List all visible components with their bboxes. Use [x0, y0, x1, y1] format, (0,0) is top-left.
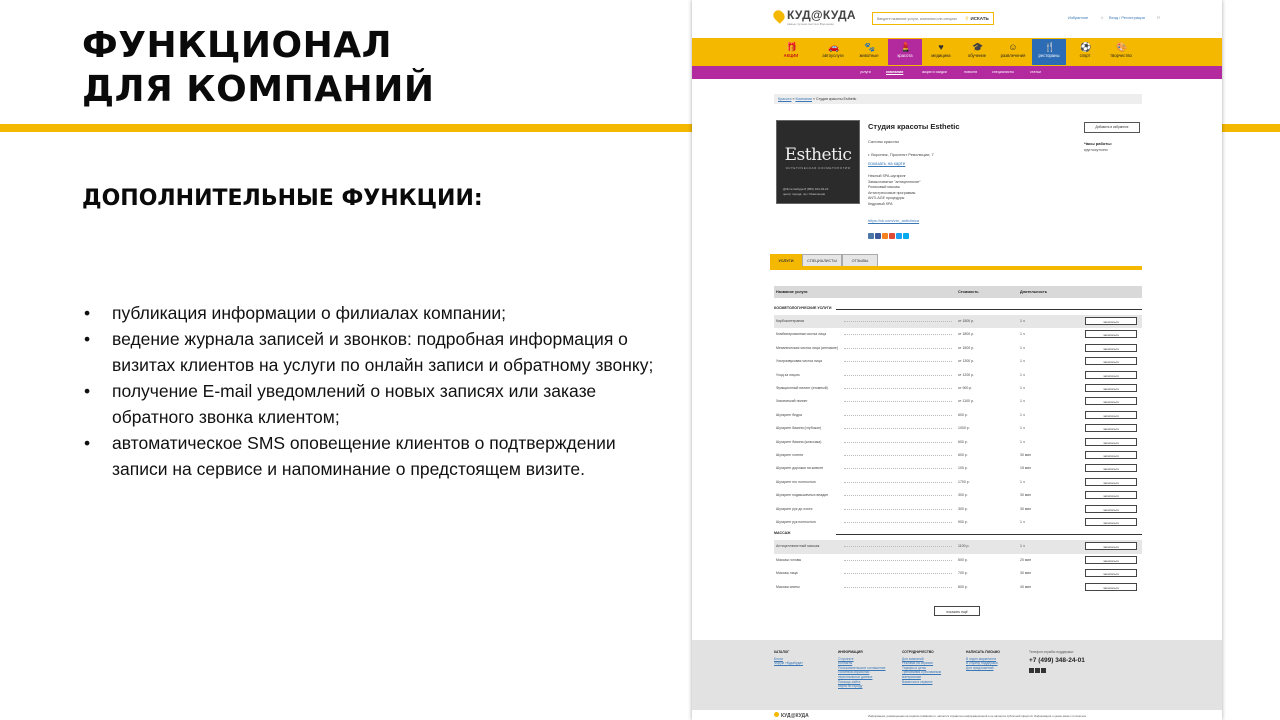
book-button[interactable]: записаться [1085, 424, 1137, 432]
logo-tagline: самые лучшие места в Воронеже [787, 22, 834, 26]
book-button[interactable]: записаться [1085, 569, 1137, 577]
category-nav-item[interactable] [996, 39, 1030, 65]
company-feature: Замысловатые "антицеллюлит" [868, 179, 921, 184]
company-feature: ANTI-AGE процедуры [868, 196, 905, 201]
show-on-map-link[interactable]: показать на карте [868, 161, 906, 166]
service-duration: 30 мин [1020, 453, 1032, 457]
table-row [774, 581, 1142, 594]
hours-label: Часы работы: [1084, 141, 1112, 146]
table-row [774, 567, 1142, 580]
feature-item: • автоматическое SMS оповещение клиентов о подтверждении записи на сервисе и напоминание о предстоящем визите. [82, 430, 672, 482]
category-nav-label: медицина [931, 53, 951, 58]
company-logo-image [776, 120, 860, 204]
site-bottom-bar [692, 710, 1222, 720]
star-icon: ☆ [1100, 15, 1104, 20]
footer-link[interactable]: Карта по городу [838, 684, 863, 689]
service-price: от 1100 р. [958, 399, 974, 404]
service-name: Шугаринг бедра [776, 412, 802, 417]
book-button[interactable]: записаться [1085, 583, 1137, 591]
service-price: 1000 р. [958, 426, 970, 431]
book-button[interactable]: записаться [1085, 330, 1137, 338]
category-nav-item[interactable] [1068, 39, 1102, 65]
support-phone-label: Телефон службы поддержки: [1029, 650, 1074, 654]
category-nav [692, 38, 1222, 66]
footer-link[interactable]: материалам [902, 674, 921, 679]
company-features [868, 174, 921, 208]
service-name: Шугаринг бикини (классика) [776, 439, 822, 444]
footer-link[interactable]: Блоги [774, 656, 783, 661]
leader-dots [844, 401, 952, 402]
service-name: Шугаринг рук полностью [776, 520, 816, 524]
card-brand: Esthetic [784, 145, 852, 165]
vk-share-icon[interactable] [868, 233, 874, 239]
login-label: Вход / Регистрация [1109, 15, 1145, 20]
service-price: 300 р. [958, 493, 968, 498]
company-feature: Антистрессовые программы [868, 190, 916, 195]
leader-dots [844, 482, 952, 483]
service-name: Шугаринг рук до локтя [776, 506, 813, 511]
category-nav-label: творчество [1110, 53, 1132, 58]
map-pin-icon [771, 8, 787, 24]
service-price: от 1300 р. [958, 359, 975, 364]
book-button[interactable]: записаться [1085, 491, 1137, 499]
leader-dots [844, 428, 952, 429]
footer-link[interactable]: персональных данных [838, 674, 873, 679]
search-icon: ⚲ [965, 16, 969, 21]
breadcrumb-section[interactable]: Компании [795, 97, 812, 101]
service-name: Ультразвуковая чистка лица [776, 359, 822, 364]
vk-icon[interactable] [1029, 668, 1034, 673]
leader-dots [844, 468, 952, 469]
mail-share-icon[interactable] [903, 233, 909, 239]
book-button[interactable]: записаться [1085, 317, 1137, 325]
service-price: от 1500 р. [958, 345, 975, 350]
category-nav-label: АКЦИИ [783, 53, 799, 58]
breadcrumb-current: Студия красоты Esthetic [815, 97, 857, 101]
beauty-icon: 💄 [900, 42, 912, 52]
table-row [774, 342, 1142, 355]
table-row [774, 516, 1142, 529]
category-nav-label: обучение [967, 53, 987, 58]
category-nav-item[interactable] [774, 39, 808, 65]
service-duration: 30 мин [1020, 493, 1032, 498]
footer-column [966, 650, 1000, 670]
book-button[interactable]: записаться [1085, 451, 1137, 459]
leader-dots [844, 348, 952, 349]
tabs-underline [770, 266, 1142, 270]
login-link[interactable] [1109, 15, 1151, 20]
leader-dots [844, 587, 952, 588]
logo-text: КУД@КУДА [787, 8, 856, 22]
tab-reviews[interactable]: ОТЗЫВЫ [842, 254, 878, 266]
service-duration: 1 ч [1020, 319, 1025, 323]
service-price: от 900 р. [958, 386, 973, 390]
sub-nav-item[interactable]: статьи [1030, 70, 1041, 74]
service-price: 700 р. [958, 571, 968, 576]
service-name: Фракционный пилинг (атомный) [776, 386, 828, 390]
table-row [774, 369, 1142, 382]
leader-dots [844, 509, 952, 510]
service-duration: 1 ч [1020, 332, 1025, 337]
service-duration: 1 ч [1020, 359, 1025, 364]
feature-item: • ведение журнала записей и звонков: подробная информация о визитах клиентов на услуги по онлайн записи и обратному звонку; [82, 326, 672, 378]
table-row [774, 409, 1142, 422]
footer-link[interactable]: Вакансии в сервисе [902, 679, 933, 684]
table-row [774, 462, 1142, 475]
footer-column-title: НАПИСАТЬ ПИСЬМО [966, 650, 1000, 654]
service-duration: 20 мин [1020, 557, 1032, 562]
service-duration: 1 ч [1020, 412, 1025, 417]
book-button[interactable]: записаться [1085, 438, 1137, 446]
sub-nav-item[interactable]: компании [886, 70, 904, 74]
book-button[interactable]: записаться [1085, 542, 1137, 550]
service-duration: 1 ч [1020, 386, 1025, 390]
sub-nav-item[interactable]: новости [964, 70, 978, 74]
footer-link[interactable]: Для предложений [966, 665, 994, 670]
category-nav-item[interactable] [960, 39, 994, 65]
search-input[interactable] [877, 13, 957, 24]
service-name: Шугаринг ног полностью [776, 479, 816, 484]
table-row [774, 476, 1142, 489]
service-name: Химический пилинг [776, 399, 808, 404]
service-duration: 1 ч [1020, 345, 1025, 350]
table-row [774, 382, 1142, 395]
service-duration: 1 ч [1020, 439, 1025, 444]
service-name: Шугаринг голени [776, 453, 804, 457]
category-nav-item[interactable] [924, 39, 958, 65]
service-name: Карбоксетерапия [776, 319, 805, 323]
service-name: Шугаринг дорожки на животе [776, 466, 824, 471]
leader-dots [844, 455, 952, 456]
book-button[interactable]: записаться [1085, 397, 1137, 405]
table-row [774, 422, 1142, 435]
facebook-share-icon[interactable] [875, 233, 881, 239]
leader-dots [844, 334, 952, 335]
graduation-icon: 🎓 [972, 42, 984, 52]
breadcrumb-home[interactable]: Красота [778, 97, 792, 101]
service-name: Уход за лицом [776, 372, 800, 377]
support-phone[interactable]: +7 (499) 348-24-01 [1029, 657, 1085, 664]
slide-title-line-1: ФУНКЦИОНАЛ [82, 25, 393, 66]
footer-column-title: ИНФОРМАЦИЯ [838, 650, 863, 654]
category-nav-item[interactable] [1032, 39, 1066, 65]
facebook-icon[interactable] [1035, 668, 1040, 673]
book-button[interactable]: записаться [1085, 344, 1137, 352]
sub-nav-item[interactable]: акции и скидки [922, 70, 947, 74]
table-row [774, 355, 1142, 368]
book-button[interactable]: записаться [1085, 384, 1137, 392]
ball-icon: ⚽ [1080, 42, 1092, 52]
footer-link[interactable]: Форум «КудаКуда» [774, 661, 804, 666]
book-button[interactable]: записаться [1085, 371, 1137, 379]
table-row [774, 503, 1142, 516]
footer-column [902, 650, 941, 684]
footer-column [774, 650, 803, 666]
leader-dots [844, 321, 952, 322]
service-price: 100 р. [958, 466, 968, 471]
leader-dots [844, 560, 952, 561]
feature-item: • получение E-mail уведомлений о новых записях или заказе обратного звонка клиентом; [82, 378, 672, 430]
table-row [774, 328, 1142, 341]
hours-value: круглосуточно [1084, 148, 1108, 152]
mask-icon: ☺ [1008, 42, 1018, 52]
category-nav-label: автоуслуги [822, 53, 844, 58]
footer-link[interactable]: Тарифы и цены [902, 665, 927, 670]
company-name: Студия красоты Esthetic [868, 122, 960, 131]
table-row [774, 395, 1142, 408]
service-duration: 1 ч [1020, 399, 1025, 404]
company-feature: Нежный SPA-шугаринг [868, 174, 906, 178]
search-button-label: ИСКАТЬ [970, 16, 989, 21]
company-tabs [770, 252, 1142, 266]
service-name: Антицеллюлитный массаж [776, 544, 820, 549]
service-price: от 1500 р. [958, 319, 975, 323]
search-box [872, 12, 994, 25]
book-button[interactable]: записаться [1085, 518, 1137, 526]
service-name: Шугаринг бикини (глубокое) [776, 426, 822, 431]
service-name: Массаж спины [776, 584, 800, 589]
breadcrumb: Красота » Компании » Студия красоты Esthetic [774, 94, 1142, 104]
twitter-share-icon[interactable] [896, 233, 902, 239]
footer-link[interactable]: Требования к рекламным [902, 670, 942, 675]
gift-icon: 🎁 [786, 42, 798, 52]
service-name: Механическая чистка лица (антиакне) [776, 345, 839, 350]
feature-item: • публикация информации о филиалах компании; [82, 300, 672, 326]
book-button[interactable]: записаться [1085, 505, 1137, 513]
column-header: Стоимость [958, 290, 979, 294]
card-footer-line: @ЭстетикКуда 8 (950) 344-03-24 [783, 187, 829, 191]
show-more-button[interactable]: показать ещё [934, 606, 980, 616]
table-row [774, 315, 1142, 328]
bottom-logo[interactable]: КУД@КУДА [774, 712, 809, 719]
leader-dots [844, 415, 952, 416]
site-header [692, 0, 1222, 38]
table-row [774, 449, 1142, 462]
table-header [774, 286, 1142, 298]
paw-icon: 🐾 [864, 42, 876, 52]
favorites-link[interactable] [1068, 15, 1094, 20]
table-group-heading: КОСМЕТОЛОГИЧЕСКИЕ УСЛУГИ [774, 306, 1142, 314]
book-button[interactable]: записаться [1085, 411, 1137, 419]
disclaimer-text: Информация, размещенная на сервисе kudakuda.ru, является справочно-информационной и не является публичной офертой. Информация о ценах может отличаться. [868, 714, 1087, 718]
footer-link[interactable]: Пользовательское соглашение [838, 665, 886, 670]
leader-dots [844, 388, 952, 389]
footer-link[interactable]: Контакты [838, 661, 853, 666]
category-nav-label: животные [859, 53, 879, 58]
book-button[interactable]: записаться [1085, 357, 1137, 365]
card-footer [783, 187, 855, 196]
category-nav-item[interactable] [1104, 39, 1138, 65]
social-share-row [868, 233, 910, 239]
service-duration: 1 ч [1020, 544, 1025, 549]
google-share-icon[interactable] [889, 233, 895, 239]
leader-dots [844, 442, 952, 443]
vk-link[interactable]: https://vk.com/vrn_anticlinica [868, 218, 920, 223]
service-name: Массаж головы [776, 557, 802, 562]
service-name: Массаж лица [776, 571, 798, 576]
service-price: 1700 р. [958, 479, 970, 484]
category-nav-label: красота [897, 53, 913, 58]
service-price: 900 р. [958, 520, 968, 524]
company-address: г. Воронеж, Проспект Революции, 7 [868, 152, 934, 157]
slide-title-line-2: ДЛЯ КОМПАНИЙ [82, 69, 435, 110]
service-price: 600 р. [958, 453, 968, 457]
category-nav-label: рестораны [1038, 53, 1060, 58]
service-price: 300 р. [958, 506, 968, 511]
leader-dots [844, 495, 952, 496]
category-nav-label: спорт [1079, 53, 1091, 58]
service-duration: 1 ч [1020, 372, 1025, 377]
user-icon: ⚇ [1156, 15, 1161, 20]
category-nav-label: развлечения [1000, 53, 1026, 58]
heart-icon: ♥ [938, 42, 944, 52]
company-category: Салоны красоты [868, 139, 900, 144]
table-group-heading: МАССАЖ [774, 531, 1142, 539]
sub-nav-item[interactable]: специалисты [992, 70, 1014, 74]
service-duration: 30 мин [1020, 506, 1032, 511]
leader-dots [844, 573, 952, 574]
slide-title [82, 24, 642, 112]
restaurant-icon: 🍴 [1044, 42, 1056, 52]
website-screenshot [692, 0, 1222, 720]
category-nav-item[interactable] [888, 39, 922, 65]
add-to-favorites-button[interactable]: Добавить в избранное [1084, 122, 1140, 133]
footer-link[interactable]: Помощь сайта [838, 679, 861, 684]
tab-services[interactable]: УСЛУГИ [770, 254, 802, 266]
footer-link[interactable]: В отдел маркетинга [966, 656, 997, 661]
leader-dots [844, 522, 952, 523]
car-icon: 🚗 [828, 42, 840, 52]
category-nav-item[interactable] [816, 39, 850, 65]
favorites-label: Избранное [1068, 15, 1089, 20]
service-price: 1100 р. [958, 544, 970, 549]
book-button[interactable]: записаться [1085, 478, 1137, 486]
footer-link[interactable]: Для компаний [902, 656, 924, 661]
service-name: Комбинированная чистка лица [776, 332, 827, 337]
footer-link[interactable]: О проекте [838, 656, 854, 661]
footer-link[interactable]: Реклама на сервисе [902, 661, 934, 666]
card-footer-line: центр города, пр-т Революции [783, 191, 826, 196]
search-button[interactable] [961, 13, 993, 24]
odnoklassniki-share-icon[interactable] [882, 233, 888, 239]
palette-icon: 🎨 [1116, 42, 1128, 52]
service-price: от 1800 р. [958, 332, 975, 337]
service-name: Шугаринг подмышечных впадин [776, 493, 829, 498]
site-footer [692, 640, 1222, 720]
service-price: 600 р. [958, 412, 968, 417]
footer-social-icons [1029, 668, 1047, 675]
service-duration: 1 ч [1020, 426, 1025, 431]
footer-link[interactable]: В службу поддержки [966, 661, 998, 666]
column-header: Название услуги [776, 290, 808, 294]
service-price: от 1200 р. [958, 372, 975, 377]
company-feature: Кедровый SPA [868, 201, 893, 206]
feature-list [82, 300, 672, 482]
section-heading: ДОПОЛНИТЕЛЬНЫЕ ФУНКЦИИ: [82, 186, 483, 211]
service-price: 800 р. [958, 584, 968, 589]
table-row [774, 489, 1142, 502]
footer-link[interactable]: Политика обработки [838, 670, 870, 675]
service-duration: 30 мин [1020, 571, 1032, 576]
service-price: 500 р. [958, 557, 968, 562]
service-duration: 15 мин [1020, 466, 1032, 471]
header-links [1068, 15, 1164, 20]
tab-specialists[interactable]: СПЕЦИАЛИСТЫ [802, 254, 842, 266]
sub-nav [692, 66, 1222, 79]
table-row [774, 554, 1142, 567]
table-row [774, 540, 1142, 553]
column-header: Длительность [1020, 290, 1048, 294]
leader-dots [844, 546, 952, 547]
category-nav-item[interactable] [852, 39, 886, 65]
leader-dots [844, 375, 952, 376]
service-duration: 40 мин [1020, 584, 1032, 589]
footer-column [838, 650, 886, 689]
sub-nav-item[interactable]: услуги [860, 70, 871, 74]
leader-dots [844, 361, 952, 362]
service-price: 600 р. [958, 439, 968, 444]
footer-column-title: СОТРУДНИЧЕСТВО [902, 650, 934, 654]
book-button[interactable]: записаться [1085, 464, 1137, 472]
service-duration: 1 ч [1020, 479, 1025, 484]
footer-column-title: КАТАЛОГ [774, 650, 790, 654]
odnoklassniki-icon[interactable] [1041, 668, 1046, 673]
service-duration: 1 ч [1020, 520, 1025, 524]
table-row [774, 436, 1142, 449]
book-button[interactable]: записаться [1085, 556, 1137, 564]
company-feature: Роликовый массаж [868, 185, 900, 190]
card-subtitle: ЭСТЕТИЧЕСКАЯ КОСМЕТОЛОГИЯ [785, 166, 851, 170]
